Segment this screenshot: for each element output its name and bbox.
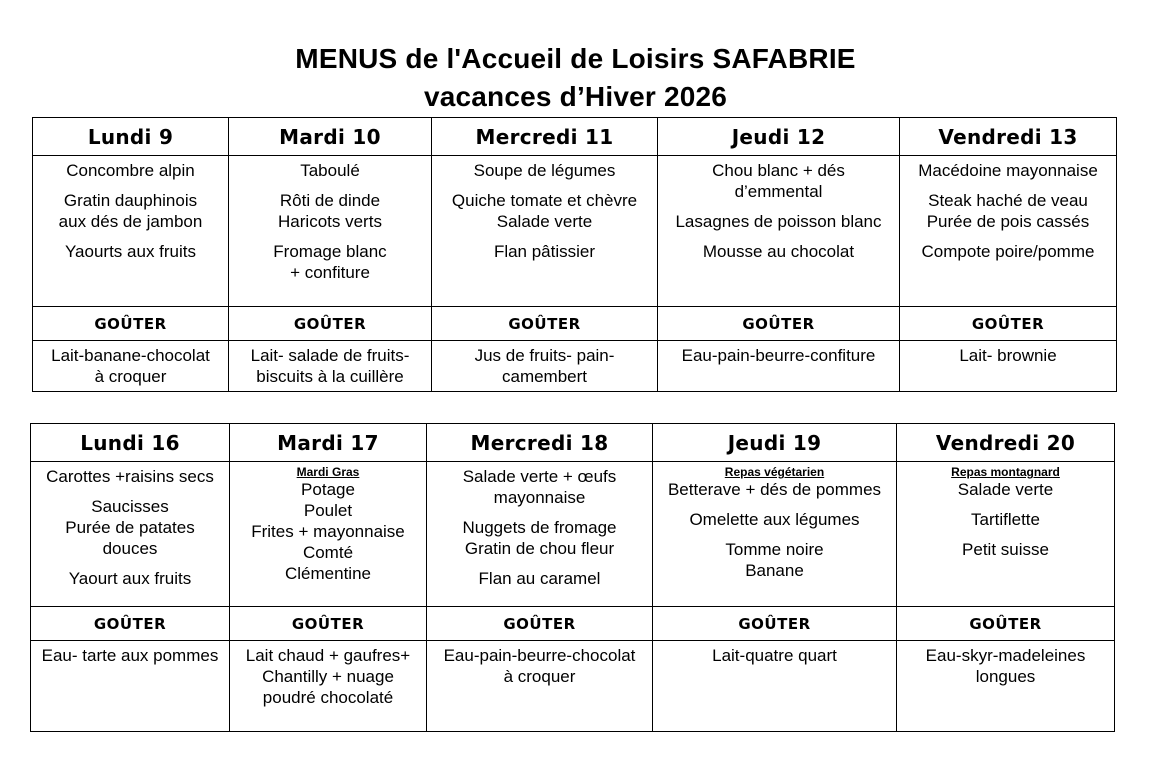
gouter-header: GOÛTER — [427, 607, 653, 641]
day-header: Mercredi 18 — [427, 424, 653, 462]
meal-cell — [900, 156, 1117, 307]
dish-group — [33, 160, 228, 181]
dish-line: Quiche tomate et chèvre — [451, 191, 638, 210]
meal-row — [31, 462, 1115, 607]
gouter-cell — [31, 641, 230, 732]
gouter-header: GOÛTER — [653, 607, 897, 641]
day-header: Vendredi 20 — [897, 424, 1115, 462]
dish-group — [432, 241, 657, 262]
dish-group — [427, 568, 652, 589]
day-header: Mardi 10 — [229, 118, 432, 156]
dish-line: + confiture — [290, 263, 370, 282]
dish-line: douces — [102, 539, 158, 558]
gouter-cell — [432, 341, 658, 392]
dish-line: Carottes +raisins secs — [46, 467, 214, 486]
dish-group — [658, 211, 899, 232]
dish-group — [653, 539, 896, 581]
dish-group — [230, 479, 426, 584]
meal-theme: Repas montagnard — [951, 465, 1060, 479]
dish-line: Gratin de chou fleur — [464, 539, 615, 558]
page-subtitle: vacances d’Hiver 2026 — [423, 81, 728, 112]
day-header: Lundi 9 — [33, 118, 229, 156]
dish-group — [31, 568, 229, 589]
dish-group — [658, 160, 899, 202]
dish-line: Potage — [301, 480, 355, 499]
gouter-header: GOÛTER — [31, 607, 230, 641]
dish-group — [229, 190, 431, 232]
day-header: Mardi 17 — [230, 424, 427, 462]
dish-line: Fromage blanc — [273, 242, 387, 261]
dish-line: Tomme noire — [725, 540, 824, 559]
dish-line: Clémentine — [285, 564, 371, 583]
gouter-cell — [900, 341, 1117, 392]
gouter-cell — [897, 641, 1115, 732]
dish-line: Mousse au chocolat — [702, 242, 855, 261]
meal-cell — [427, 462, 653, 607]
meal-cell — [432, 156, 658, 307]
dish-line: Banane — [745, 561, 804, 580]
dish-line: Saucisses — [91, 497, 169, 516]
dish-line: aux dés de jambon — [58, 212, 203, 231]
dish-line: Concombre alpin — [66, 161, 195, 180]
gouter-header-row — [31, 607, 1115, 641]
day-header: Jeudi 12 — [658, 118, 900, 156]
dish-group — [900, 190, 1116, 232]
dish-line: Frites + mayonnaise — [251, 522, 405, 541]
dish-line: Purée de pois cassés — [926, 212, 1090, 231]
gouter-header: GOÛTER — [900, 307, 1117, 341]
menu-table-week-1 — [32, 117, 1117, 392]
dish-group — [897, 539, 1114, 560]
dish-line: Soupe de légumes — [473, 161, 616, 180]
day-header-row — [33, 118, 1117, 156]
page-title: MENUS de l'Accueil de Loisirs SAFABRIE — [295, 43, 856, 74]
day-header: Mercredi 11 — [432, 118, 658, 156]
day-header: Jeudi 19 — [653, 424, 897, 462]
gouter-line: Lait- brownie — [959, 346, 1057, 365]
gouter-line: poudré chocolaté — [262, 688, 394, 707]
dish-line: Yaourts aux fruits — [64, 242, 197, 261]
gouter-line: Chantilly + nuage — [262, 667, 394, 686]
gouter-line: à croquer — [503, 667, 576, 686]
gouter-header: GOÛTER — [230, 607, 427, 641]
gouter-cell — [427, 641, 653, 732]
dish-group — [658, 241, 899, 262]
dish-line: Chou blanc + dés — [712, 161, 845, 180]
dish-line: mayonnaise — [493, 488, 586, 507]
gouter-line: Jus de fruits- pain- — [474, 346, 615, 365]
dish-group — [31, 496, 229, 559]
gouter-header-row — [33, 307, 1117, 341]
meal-cell — [229, 156, 432, 307]
dish-line: Steak haché de veau — [928, 191, 1088, 210]
dish-group — [432, 160, 657, 181]
gouter-row — [33, 341, 1117, 392]
dish-line: Comté — [302, 543, 354, 562]
gouter-header: GOÛTER — [658, 307, 900, 341]
dish-line: Petit suisse — [962, 540, 1049, 559]
dish-group — [33, 190, 228, 232]
meal-cell — [897, 462, 1115, 607]
dish-line: Omelette aux légumes — [689, 510, 860, 529]
dish-line: Gratin dauphinois — [63, 191, 198, 210]
gouter-header: GOÛTER — [432, 307, 658, 341]
dish-line: Salade verte + œufs — [462, 467, 617, 486]
gouter-line: Lait chaud + gaufres+ — [245, 646, 411, 665]
dish-line: Haricots verts — [278, 212, 382, 231]
meal-cell — [658, 156, 900, 307]
dish-group — [432, 190, 657, 232]
day-header-row — [31, 424, 1115, 462]
dish-group — [427, 517, 652, 559]
dish-line: Tartiflette — [971, 510, 1040, 529]
dish-line: Flan pâtissier — [493, 242, 596, 261]
gouter-line: Eau-pain-beurre-confiture — [681, 346, 876, 365]
gouter-line: Lait-banane-chocolat — [51, 346, 210, 365]
gouter-header: GOÛTER — [33, 307, 229, 341]
day-header: Vendredi 13 — [900, 118, 1117, 156]
gouter-cell — [229, 341, 432, 392]
meal-cell — [653, 462, 897, 607]
gouter-cell — [658, 341, 900, 392]
dish-line: Betterave + dés de pommes — [667, 480, 882, 499]
dish-line: Poulet — [303, 501, 353, 520]
day-header: Lundi 16 — [31, 424, 230, 462]
gouter-header: GOÛTER — [897, 607, 1115, 641]
meal-row — [33, 156, 1117, 307]
dish-group — [897, 509, 1114, 530]
dish-group — [229, 241, 431, 283]
dish-group — [897, 479, 1114, 500]
gouter-line: longues — [975, 667, 1036, 686]
gouter-line: biscuits à la cuillère — [256, 367, 404, 386]
gouter-line: Eau- tarte aux pommes — [41, 646, 219, 665]
dish-line: Salade verte — [957, 480, 1054, 499]
dish-line: Compote poire/pomme — [921, 242, 1095, 261]
gouter-cell — [230, 641, 427, 732]
dish-line: Macédoine mayonnaise — [918, 161, 1098, 180]
menu-table-week-2 — [30, 423, 1115, 732]
dish-group — [653, 479, 896, 500]
dish-group — [653, 509, 896, 530]
dish-line: Flan au caramel — [478, 569, 601, 588]
gouter-line: Lait-quatre quart — [712, 646, 837, 665]
dish-line: Nuggets de fromage — [462, 518, 617, 537]
gouter-cell — [33, 341, 229, 392]
meal-theme: Repas végétarien — [724, 465, 825, 479]
gouter-cell — [653, 641, 897, 732]
meal-cell — [33, 156, 229, 307]
gouter-line: camembert — [501, 367, 588, 386]
dish-line: Lasagnes de poisson blanc — [675, 212, 882, 231]
dish-group — [900, 160, 1116, 181]
meal-theme: Mardi Gras — [296, 465, 360, 479]
dish-line: Rôti de dinde — [279, 191, 381, 210]
gouter-header: GOÛTER — [229, 307, 432, 341]
dish-group — [229, 160, 431, 181]
gouter-line: à croquer — [94, 367, 167, 386]
dish-group — [900, 241, 1116, 262]
dish-group — [31, 466, 229, 487]
gouter-line: Eau-skyr-madeleines — [925, 646, 1086, 665]
gouter-row — [31, 641, 1115, 732]
dish-line: Purée de patates — [65, 518, 195, 537]
gouter-line: Lait- salade de fruits- — [250, 346, 410, 365]
dish-line: d’emmental — [734, 182, 823, 201]
gouter-line: Eau-pain-beurre-chocolat — [443, 646, 636, 665]
dish-line: Yaourt aux fruits — [68, 569, 192, 588]
dish-line: Salade verte — [496, 212, 593, 231]
meal-cell — [230, 462, 427, 607]
dish-group — [427, 466, 652, 508]
meal-cell — [31, 462, 230, 607]
dish-line: Taboulé — [300, 161, 360, 180]
dish-group — [33, 241, 228, 262]
